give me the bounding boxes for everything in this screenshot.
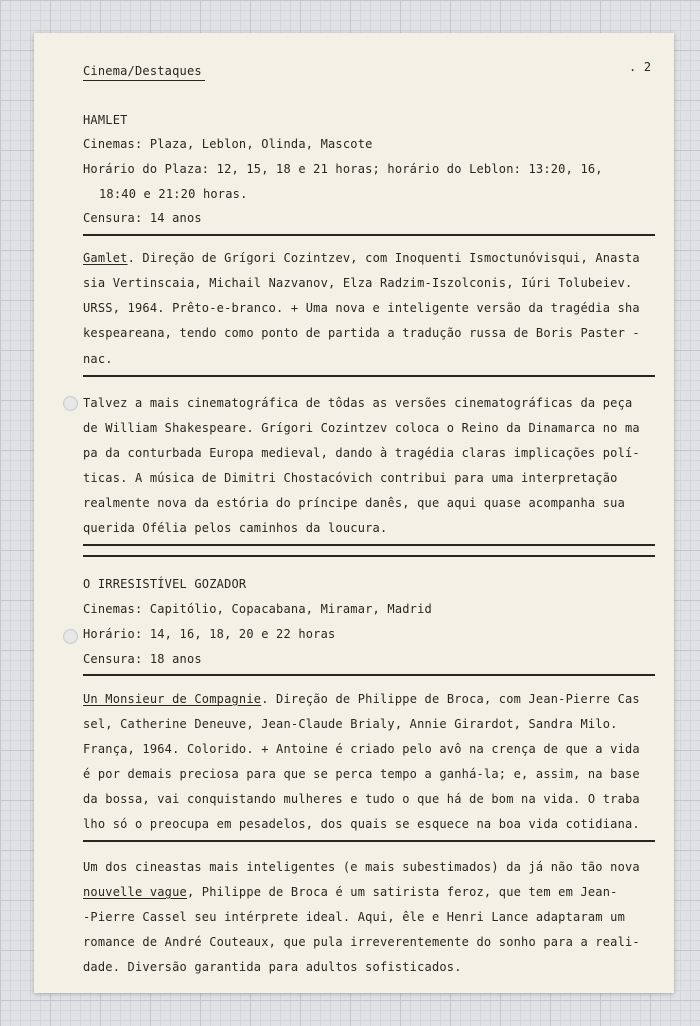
section-rule <box>83 375 655 377</box>
typewritten-page <box>34 33 674 993</box>
credits-line: sel, Catherine Deneuve, Jean-Claude Brialy, Annie Girardot, Sandra Milo. <box>83 717 618 731</box>
review-line: querida Ofélia pelos caminhos da loucura. <box>83 521 388 535</box>
section-rule <box>83 544 655 546</box>
italic-term: nouvelle vague <box>83 885 187 899</box>
film-schedule: Horário do Plaza: 12, 15, 18 e 21 horas; horário do Leblon: 13:20, 16, <box>83 162 603 176</box>
review-line <box>83 885 618 899</box>
page-number: . 2 <box>629 60 652 74</box>
review-line: Talvez a mais cinematográfica de tôdas as versões cinematográficas da peça <box>83 396 633 410</box>
punch-hole <box>63 629 78 644</box>
punch-hole <box>63 396 78 411</box>
credits-line: França, 1964. Colorido. + Antoine é criado pelo avô na crença de que a vida <box>83 742 640 756</box>
film-cinemas: Cinemas: Capitólio, Copacabana, Miramar, Madrid <box>83 602 432 616</box>
film-title: HAMLET <box>83 113 128 127</box>
credits-line: sia Vertinscaia, Michail Nazvanov, Elza Radzim-Iszolconis, Iúri Tolubeiev. <box>83 276 633 290</box>
credits-line: lho só o preocupa em pesadelos, dos quais se esquece na boa vida cotidiana. <box>83 817 640 831</box>
review-line: Um dos cineastas mais inteligentes (e mais subestimados) da já não tão nova <box>83 860 640 874</box>
review-line: -Pierre Cassel seu intérprete ideal. Aqui, êle e Henri Lance adaptaram um <box>83 910 625 924</box>
film-schedule: Horário: 14, 16, 18, 20 e 22 horas <box>83 627 336 641</box>
section-rule <box>83 674 655 676</box>
film-title: O IRRESISTÍVEL GOZADOR <box>83 577 247 591</box>
original-title: Gamlet <box>83 251 128 265</box>
credits-line: é por demais preciosa para que se perca tempo a ganhá-la; e, assim, na base <box>83 767 640 781</box>
credits-text: . Direção de Grígori Cozintzev, com Inoquenti Ismoctunóvisqui, Anasta <box>127 251 640 265</box>
film-cinemas: Cinemas: Plaza, Leblon, Olinda, Mascote <box>83 137 373 151</box>
review-line: dade. Diversão garantida para adultos sofisticados. <box>83 960 462 974</box>
credits-line <box>83 251 640 265</box>
review-line: realmente nova da estória do príncipe danês, que aqui quase acompanha sua <box>83 496 625 510</box>
review-line: de William Shakespeare. Grígori Cozintzev coloca o Reino da Dinamarca no ma <box>83 421 640 435</box>
review-text: , Philippe de Broca é um satirista feroz, que tem em Jean- <box>186 885 618 899</box>
film-censorship: Censura: 18 anos <box>83 652 202 666</box>
film-schedule-continued: 18:40 e 21:20 horas. <box>99 187 248 201</box>
section-rule <box>83 555 655 557</box>
section-header: Cinema/Destaques <box>83 64 202 78</box>
credits-line: URSS, 1964. Prêto-e-branco. + Uma nova e inteligente versão da tragédia sha <box>83 301 640 315</box>
section-rule <box>83 840 655 842</box>
credits-line: nac. <box>83 352 113 366</box>
credits-text: . Direção de Philippe de Broca, com Jean-Pierre Cas <box>261 692 640 706</box>
credits-line: kespeareana, tendo como ponto de partida a tradução russa de Boris Paster - <box>83 326 640 340</box>
credits-line: da bossa, vai conquistando mulheres e tudo o que há de bom na vida. O traba <box>83 792 640 806</box>
review-line: romance de André Couteaux, que pula irreverentemente do sonho para a reali- <box>83 935 640 949</box>
review-line: ticas. A música de Dimitri Chostacóvich contribui para uma interpretação <box>83 471 618 485</box>
review-line: pa da conturbada Europa medieval, dando à tragédia claras implicações polí- <box>83 446 640 460</box>
film-censorship: Censura: 14 anos <box>83 211 202 225</box>
credits-line <box>83 692 640 706</box>
header-underline <box>83 80 205 81</box>
section-rule <box>83 234 655 236</box>
original-title: Un Monsieur de Compagnie <box>83 692 262 706</box>
